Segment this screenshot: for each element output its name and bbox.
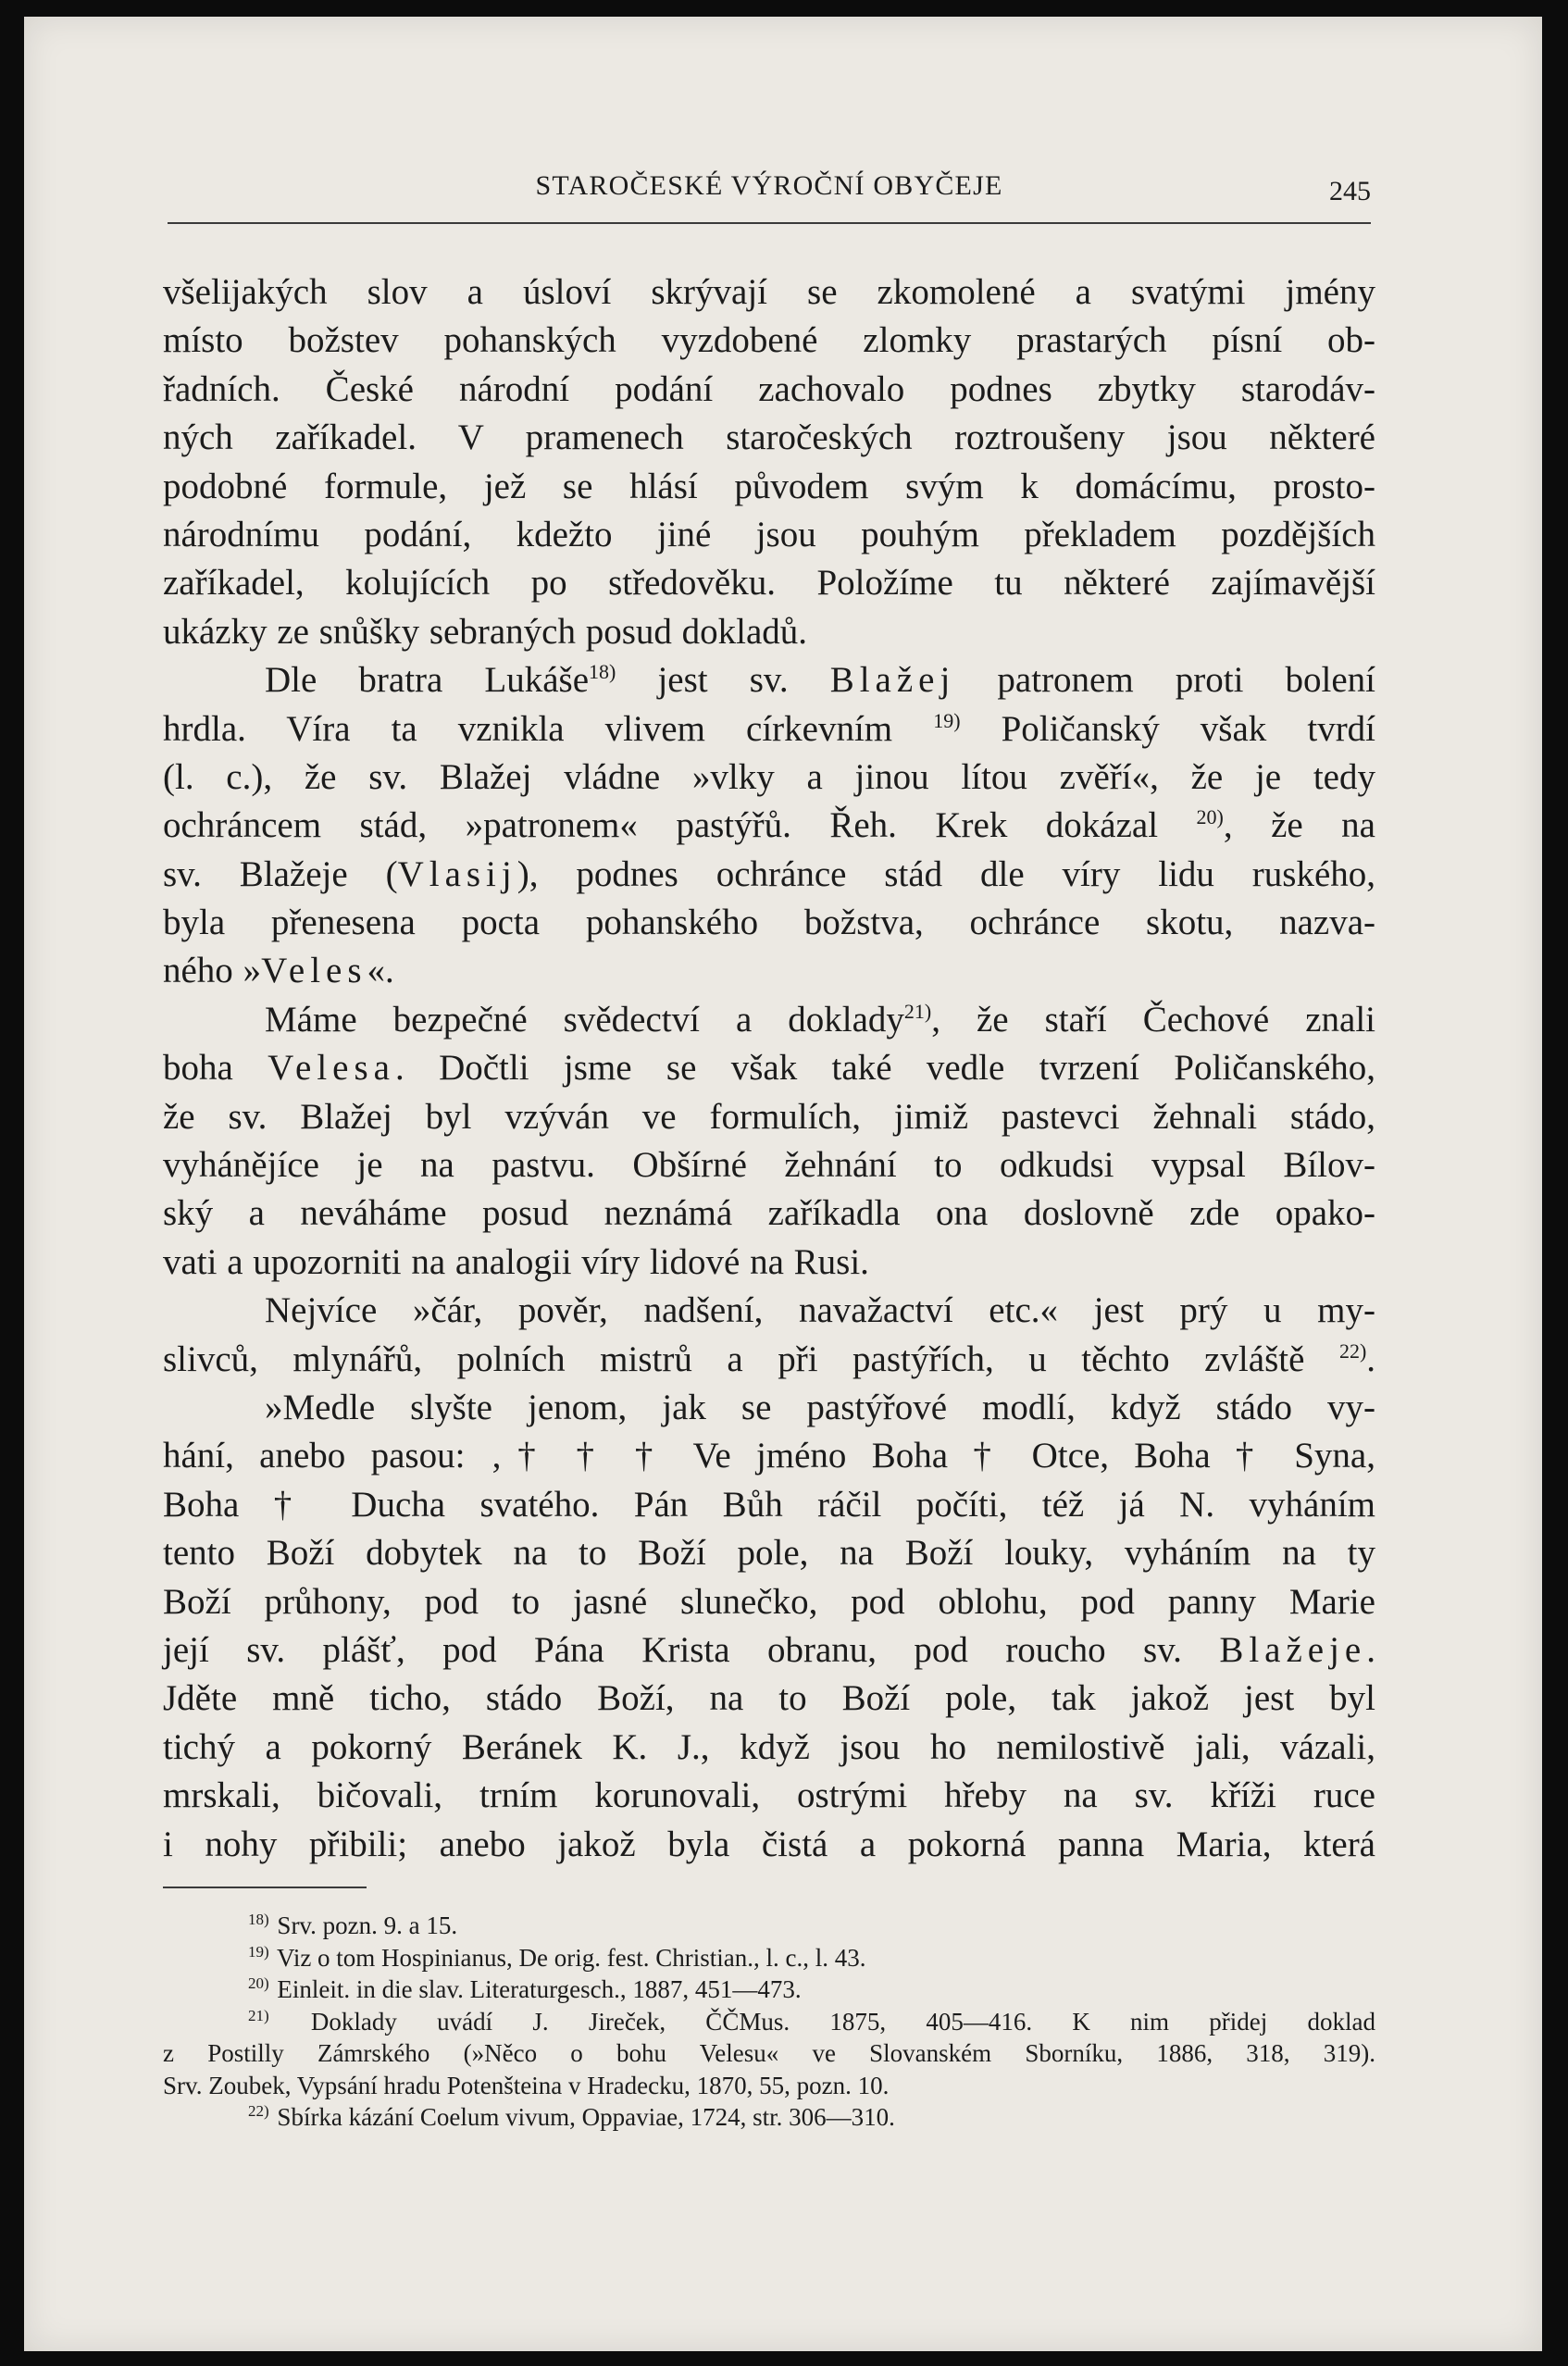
text-run: . (1366, 1629, 1375, 1670)
footnote-text: Srv. pozn. 9. a 15. (277, 1911, 458, 1939)
text-run: . Dočtli jsme se však také vedle tvrzení Poličanského, (394, 1048, 1376, 1089)
text-line: zaříkadel, kolujících po středověku. Položíme tu některé zajímavější (163, 563, 1375, 604)
footnote-text: Sbírka kázání Coelum vivum, Oppaviae, 1724, str. 306—310. (277, 2103, 895, 2131)
body-text (163, 268, 1375, 1869)
text-line: Boha † Ducha svatého. Pán Bůh ráčil počíti, též já N. vyháním (163, 1484, 1375, 1525)
text-run: Dle bratra Lukáše (265, 660, 590, 701)
footnote-number: 20) (248, 1974, 269, 1992)
text-line: místo božstev pohanských vyzdobené zlomky prastarých písní ob- (163, 320, 1375, 361)
footnote-ref: 20) (1196, 805, 1224, 829)
text-line: všelijakých slov a úsloví skrývají se zkomolené a svatými jmény (163, 272, 1375, 312)
text-line: že sv. Blažej byl vzýván ve formulích, jimiž pastevci žehnali stádo, (163, 1096, 1375, 1137)
footnote-rule (163, 1887, 367, 1888)
text-line: i nohy přibili; anebo jakož byla čistá a pokorná panna Maria, která (163, 1824, 1375, 1864)
footnote-ref: 19) (933, 708, 961, 732)
text-line: hání, anebo pasou: ‚† † † Ve jméno Boha † Otce, Boha † Syna, (163, 1436, 1375, 1476)
footnote-ref: 18) (589, 660, 616, 684)
footnote-text: Einleit. in die slav. Literaturgesch., 1887, 451—473. (277, 1975, 802, 2003)
text-line (163, 947, 1375, 995)
text-run: hrdla. Víra ta vznikla vlivem církevním (163, 708, 893, 749)
spaced-name: Velesa (268, 1048, 395, 1089)
text-line: tento Boží dobytek na to Boží pole, na Boží louky, vyháním na ty (163, 1533, 1375, 1574)
text-line: Jděte mně ticho, stádo Boží, na to Boží pole, tak jakož jest byl (163, 1678, 1375, 1719)
text-line (163, 1336, 1375, 1384)
text-line (163, 705, 1375, 753)
text-line (163, 802, 1375, 850)
running-title: STAROČESKÉ VÝROČNÍ OBYČEJE (535, 170, 1003, 201)
text-line: (l. c.), že sv. Blažej vládne »vlky a jinou lítou zvěří«, že je tedy (163, 756, 1375, 797)
footnote-21 (163, 2006, 1375, 2038)
text-line: byla přenesena pocta pohanského božstva, ochránce skotu, nazva- (163, 903, 1375, 943)
text-run: sv. Blažeje ( (163, 853, 398, 894)
footnote-text: Doklady uvádí J. Jireček, ČČMus. 1875, 405—416. K nim přidej doklad (310, 2007, 1375, 2036)
text-line (163, 1044, 1375, 1092)
spaced-name: Veles (261, 951, 367, 991)
footnote-21-cont: Srv. Zoubek, Vypsání hradu Potenšteina v Hradecku, 1870, 55, pozn. 10. (163, 2071, 890, 2099)
text-line (163, 656, 1375, 704)
spaced-name: Vlasij (397, 853, 517, 894)
text-run: ného » (163, 951, 262, 991)
page-header (168, 163, 1371, 209)
text-line (163, 996, 1375, 1044)
text-line: Nejvíce »čár, pověr, nadšení, navažactví etc.« jest prý u my- (265, 1290, 1375, 1331)
text-line (163, 1626, 1375, 1675)
text-line: ných zaříkadel. V pramenech staročeských roztroušeny jsou některé (163, 417, 1375, 458)
text-line: vyhánějíce je na pastvu. Obšírné žehnání to odkudsi vypsal Bílov- (163, 1145, 1375, 1186)
text-run: «. (367, 951, 394, 991)
text-line: »Medle slyšte jenom, jak se pastýřové modlí, když stádo vy- (265, 1387, 1375, 1427)
text-line: národnímu podání, kdežto jiné jsou pouhým překladem pozdějších (163, 514, 1375, 554)
footnote-number: 22) (248, 2102, 269, 2120)
footnote-number: 18) (248, 1911, 269, 1928)
footnote-ref: 21) (903, 999, 932, 1023)
spaced-name: Blažeje (1219, 1629, 1367, 1670)
text-run: patronem proti bolení (997, 660, 1376, 701)
footnote-ref: 22) (1338, 1339, 1367, 1363)
text-line: vati a upozorniti na analogii víry lidové na Rusi. (163, 1241, 869, 1282)
text-run: slivců, mlynářů, polních mistrů a při pastýřích, u těchto zvláště (163, 1339, 1305, 1379)
text-line: ský a neváháme posud neznámá zaříkadla ona doslovně zde opako- (163, 1193, 1375, 1234)
text-line: mrskali, bičovali, trním korunovali, ostrými hřeby na sv. kříži ruce (163, 1775, 1375, 1816)
footnote-21-cont: z Postilly Zámrského (»Něco o bohu Velesu« ve Slovanském Sborníku, 1886, 318, 319). (163, 2039, 1375, 2067)
footnote-18 (163, 1910, 1375, 1942)
text-run: , že staří Čechové znali (931, 999, 1375, 1040)
text-line: tichý a pokorný Beránek K. J., když jsou ho nemilostivě jali, vázali, (163, 1726, 1375, 1767)
footnote-20 (163, 1974, 1375, 2006)
text-line: Boží průhony, pod to jasné slunečko, pod oblohu, pod panny Marie (163, 1581, 1375, 1622)
footnote-19 (163, 1942, 1375, 1974)
text-line (163, 851, 1375, 899)
footnotes (163, 1910, 1375, 2134)
text-run: . (1366, 1339, 1376, 1379)
page-number: 245 (1329, 176, 1371, 206)
text-run: její sv. plášť, pod Pána Krista obranu, pod roucho sv. (163, 1629, 1182, 1670)
footnote-22 (163, 2101, 1375, 2134)
text-run: ), podnes ochránce stád dle víry lidu ruského, (516, 853, 1375, 894)
text-run: , že na (1223, 805, 1375, 846)
text-run: boha (163, 1048, 233, 1089)
spaced-name: Blažej (829, 660, 956, 701)
book-page (24, 17, 1542, 2351)
text-run: Máme bezpečné svědectví a doklady (265, 999, 904, 1040)
text-run: Poličanský však tvrdí (1001, 708, 1376, 749)
text-run: ochráncem stád, »patronem« pastýřů. Řeh. Krek dokázal (163, 805, 1159, 846)
text-line: řadních. České národní podání zachovalo podnes zbytky starodáv- (163, 368, 1375, 409)
text-run: jest sv. (657, 660, 789, 701)
footnote-text: Viz o tom Hospinianus, De orig. fest. Christian., l. c., l. 43. (276, 1943, 866, 1972)
footnote-number: 21) (248, 2006, 269, 2024)
text-line: ukázky ze snůšky sebraných posud dokladů. (163, 611, 808, 652)
footnote-number: 19) (248, 1942, 269, 1961)
header-rule (168, 222, 1371, 224)
text-line: podobné formule, jež se hlásí původem svým k domácímu, prosto- (163, 466, 1375, 506)
